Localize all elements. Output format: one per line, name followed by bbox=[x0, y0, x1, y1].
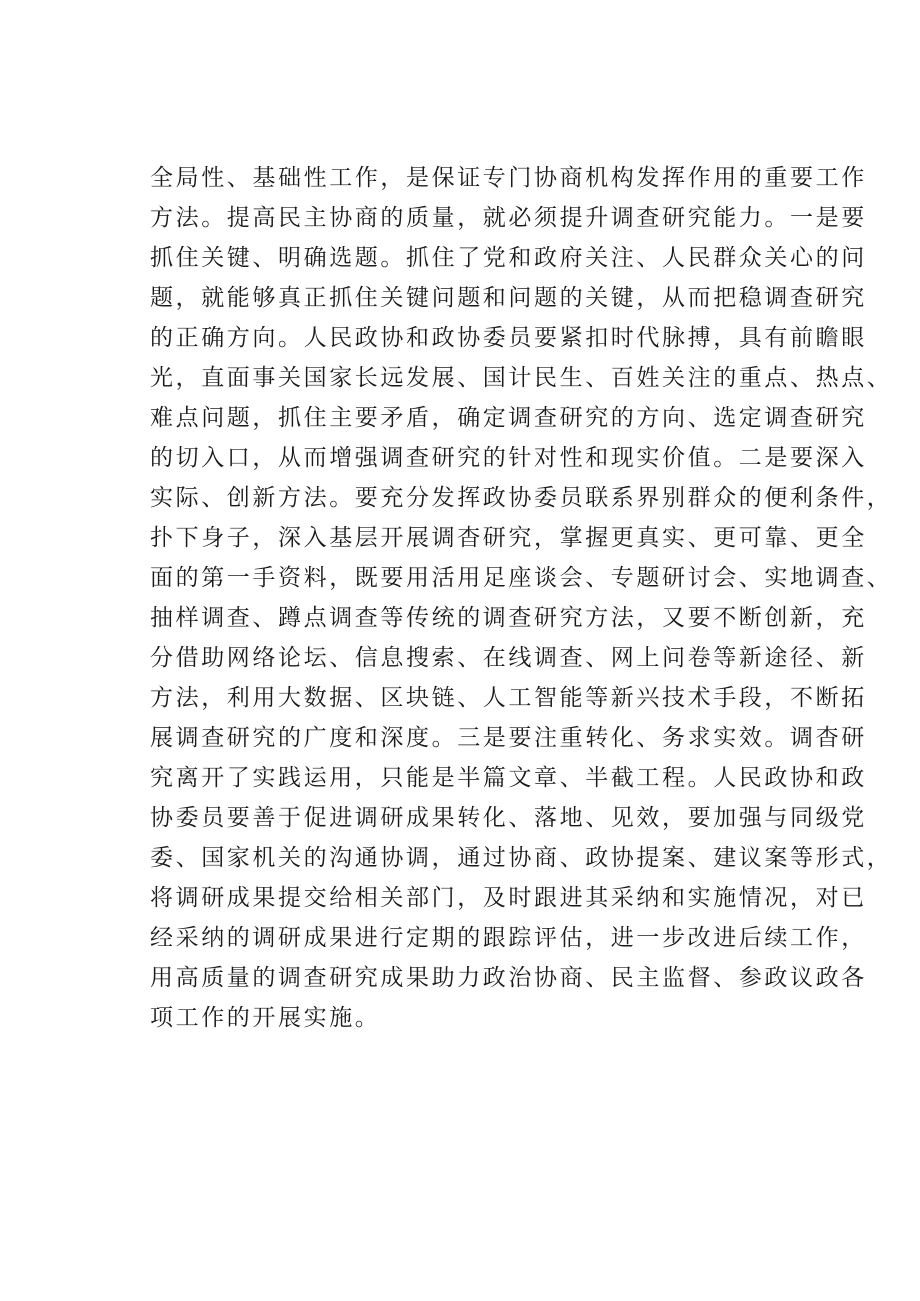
paragraph-line: 全局性、基础性工作，是保证专门协商机构发挥作用的重要工作 bbox=[150, 165, 867, 191]
paragraph-line: 经采纳的调研成果进行定期的跟踪评估，进一步改进后续工作， bbox=[150, 925, 867, 951]
body-paragraph bbox=[150, 158, 893, 1038]
paragraph-line: 究离开了实践运用，只能是半篇文章、半截工程。人民政协和政 bbox=[150, 765, 867, 791]
paragraph-line: 题，就能够真正抓住关键问题和问题的关键，从而把稳调查研究 bbox=[150, 285, 867, 311]
paragraph-line: 面的第一手资料，既要用活用足座谈会、专题研讨会、实地调查、 bbox=[150, 565, 893, 591]
paragraph-line: 项工作的开展实施。 bbox=[150, 1005, 381, 1031]
paragraph-line: 的正确方向。人民政协和政协委员要紧扣时代脉搏，具有前瞻眼 bbox=[150, 325, 867, 351]
paragraph-line: 用高质量的调查研究成果助力政治协商、民主监督、参政议政各 bbox=[150, 965, 867, 991]
paragraph-line: 扑下身子，深入基层开展调杳研究，掌握更真实、更可靠、更全 bbox=[150, 525, 867, 551]
paragraph-line: 分借助网络论坛、信息搜索、在线调查、网上问卷等新途径、新 bbox=[150, 645, 867, 671]
paragraph-line: 的切入口，从而增强调查研究的针对性和现实价值。二是要深入 bbox=[150, 445, 867, 471]
paragraph-line: 方法，利用大数据、区块链、人工智能等新兴技术手段，不断拓 bbox=[150, 685, 867, 711]
paragraph-line: 展调查研究的广度和深度。三是要注重转化、务求实效。调杳研 bbox=[150, 725, 867, 751]
paragraph-line: 抓住关键、明确选题。抓住了党和政府关注、人民群众关心的问 bbox=[150, 245, 867, 271]
paragraph-line: 委、国家机关的沟通协调，通过协商、政协提案、建议案等形式， bbox=[150, 845, 893, 871]
paragraph-line: 将调研成果提交给相关部门，及时跟进其采纳和实施情况，对已 bbox=[150, 885, 867, 911]
paragraph-line: 实际、创新方法。要充分发挥政协委员联系界别群众的便利条件， bbox=[150, 485, 893, 511]
paragraph-line: 抽样调查、蹲点调查等传统的调查研究方法，又要不断创新，充 bbox=[150, 605, 867, 631]
paragraph-line: 光，直面事关国家长远发展、国计民生、百姓关注的重点、热点、 bbox=[150, 365, 893, 391]
paragraph-line: 协委员要善于促进调研成果转化、落地、见效，要加强与同级党 bbox=[150, 805, 867, 831]
paragraph-line: 难点问题，抓住主要矛盾，确定调查研究的方向、选定调查研究 bbox=[150, 405, 867, 431]
paragraph-line: 方法。提高民主协商的质量，就必须提升调查研究能力。一是要 bbox=[150, 205, 867, 231]
